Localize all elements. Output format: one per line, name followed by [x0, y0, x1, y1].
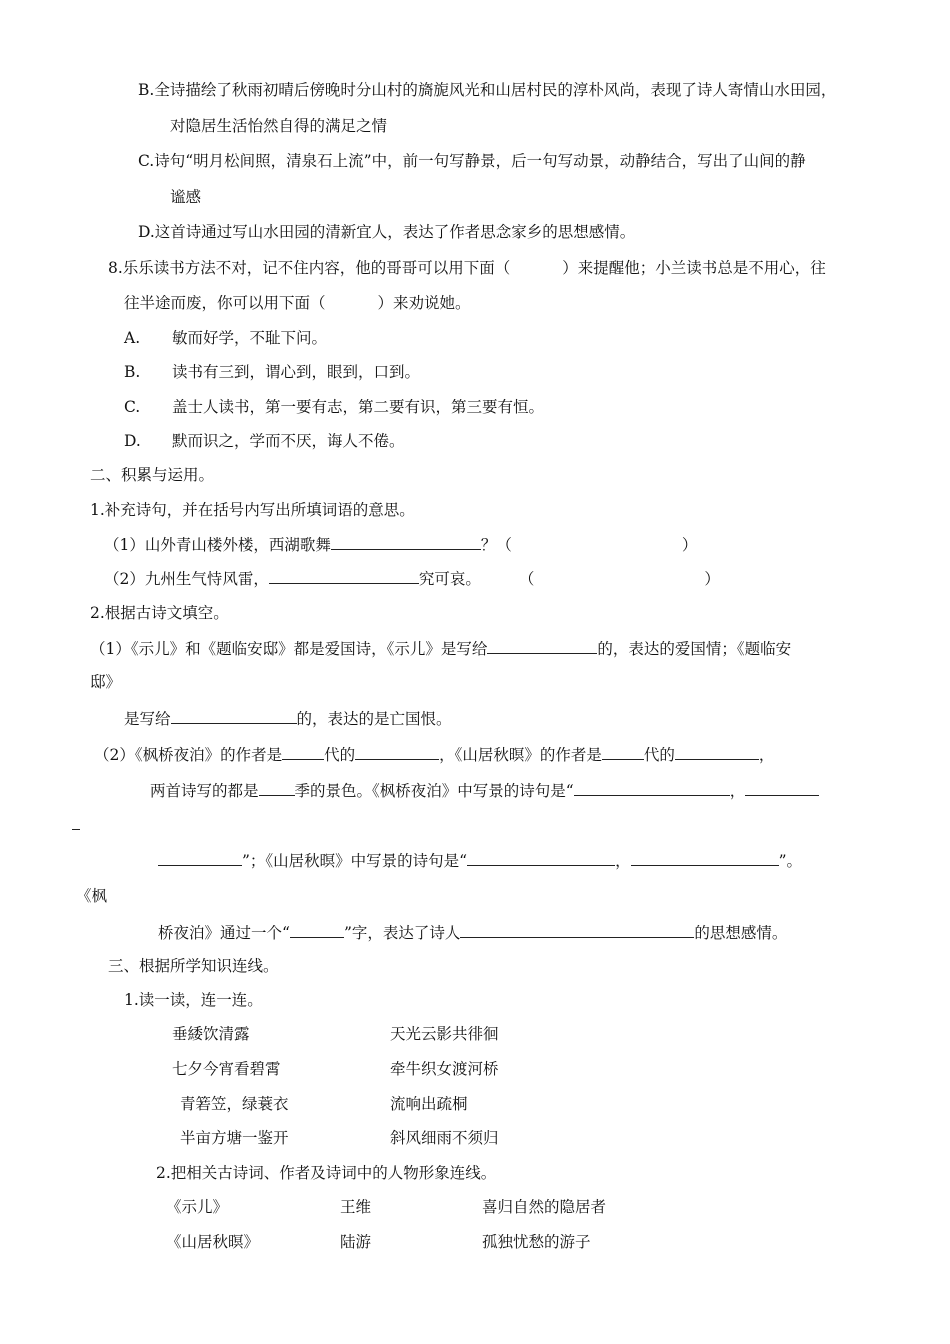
q8-stem-line1 [108, 258, 826, 278]
item2-text-2: 究可哀。 [418, 570, 481, 588]
q8-option: B. 读书有三到，谓心到，眼到，口到。 [124, 363, 421, 381]
poem-title[interactable]: 《山居秋暝》 [166, 1233, 260, 1251]
poem-figure[interactable]: 孤独忧愁的游子 [482, 1233, 591, 1251]
item1-text: （1）山外青山楼外楼，西湖歌舞 [104, 536, 331, 554]
q2-p2-comma: ， [758, 746, 775, 764]
q2-p1-text-3: 是写给 [124, 710, 171, 728]
q2-p2-text: （2）《枫桥夜泊》的作者是 [94, 746, 283, 764]
q2-p2-blank-dynasty-2[interactable] [602, 744, 644, 760]
match-left-item[interactable]: 七夕今宵看碧霄 [172, 1060, 281, 1078]
q2-p2-line5 [158, 922, 787, 943]
q2-p2-blank-author-2[interactable] [675, 744, 759, 760]
q2-p2-blank-word[interactable] [290, 922, 344, 938]
q2-p2-blank-verse-3[interactable] [467, 850, 615, 866]
q2-p2-text-3: ，《山居秋暝》的作者是 [439, 746, 602, 764]
q7-option-c-line1: C.诗句“明月松间照，清泉石上流”中，前一句写静景，后一句写动景，动静结合，写出了山间的静 [138, 152, 806, 170]
item2-fill-blank[interactable] [269, 568, 419, 584]
q8-stem-part1: 8.乐乐读书方法不对，记不住内容，他的哥哥可以用下面（ [108, 259, 511, 277]
match-left-item[interactable]: 青箬笠，绿蓑衣 [180, 1095, 289, 1113]
q8-stem-part4: ）来劝说她。 [377, 294, 471, 312]
q2-p2-blank-verse-4[interactable] [631, 850, 779, 866]
section2-q2-stem: 2.根据古诗文填空。 [90, 604, 229, 622]
q8-option: C. 盖士人读书，第一要有志，第二要有识，第三要有恒。 [124, 398, 545, 416]
section2-title: 二、积累与运用。 [90, 466, 215, 484]
q2-p1-line2: 邸》 [90, 673, 122, 691]
match-left-item[interactable]: 垂緌饮清露 [172, 1025, 250, 1043]
q2-p2-text-2: 代的 [324, 746, 356, 764]
q2-p1-blank-1[interactable] [487, 638, 597, 654]
match-right-item[interactable]: 流响出疏桐 [390, 1095, 468, 1113]
q2-p2-blank-verse-2a[interactable] [745, 780, 819, 796]
q2-p2-line2 [150, 780, 819, 801]
q2-p1-text-2: 的，表达的爱国情；《题临安 [597, 640, 792, 658]
q2-p2-comma-2: ， [729, 782, 746, 800]
item2-paren-open: （ [518, 570, 535, 588]
q8-stem-part3: 往半途而废，你可以用下面（ [124, 294, 326, 312]
section2-q1-stem: 1.补充诗句，并在括号内写出所填词语的意思。 [90, 501, 415, 519]
q2-p2-text-7: ”；《山居秋暝》中写景的诗句是“ [242, 852, 468, 870]
poem-author[interactable]: 王维 [340, 1198, 372, 1216]
q8-option: D. 默而识之，学而不厌，诲人不倦。 [124, 432, 405, 450]
q2-p1-line3 [124, 708, 452, 729]
q2-p2-line4: 《枫 [76, 887, 108, 905]
q2-p2-blank-author-1[interactable] [355, 744, 439, 760]
poem-figure[interactable]: 喜归自然的隐居者 [482, 1198, 607, 1216]
q2-p1-text: （1）《示儿》和《题临安邸》都是爱国诗，《示儿》是写给 [90, 640, 488, 658]
q2-p2-line1 [94, 744, 774, 765]
q2-p2-line-wrap [72, 814, 80, 835]
item2-text: （2）九州生气恃风雷， [104, 570, 269, 588]
match-left-item[interactable]: 半亩方塘一鉴开 [180, 1129, 289, 1147]
q2-p2-blank-verse-1[interactable] [574, 780, 730, 796]
q2-p1-text-4: 的，表达的是亡国恨。 [296, 710, 452, 728]
q7-option-b-line2: 对隐居生活怡然自得的满足之情 [170, 117, 388, 135]
item1-paren-close: ） [681, 536, 698, 554]
item1-fill-blank[interactable] [331, 534, 481, 550]
q8-stem-part2: ）来提醒他；小兰读书总是不用心，往 [562, 259, 826, 277]
q2-p1-blank-2[interactable] [171, 708, 297, 724]
section2-q1-item1 [104, 534, 697, 555]
q2-p2-text-5: 两首诗写的都是 [150, 782, 259, 800]
poem-author[interactable]: 陆游 [340, 1233, 372, 1251]
q7-option-b-line1: B.全诗描绘了秋雨初晴后傍晚时分山村的旖旎风光和山居村民的淳朴风尚，表现了诗人寄情山水田园， [138, 81, 837, 99]
section3-q2-stem: 2.把相关古诗词、作者及诗词中的人物形象连线。 [156, 1164, 497, 1182]
q2-p2-text-9: 桥夜泊》通过一个“ [158, 924, 290, 942]
q2-p2-blank-feeling[interactable] [460, 922, 694, 938]
q7-option-d: D.这首诗通过写山水田园的清新宜人，表达了作者思念家乡的思想感情。 [138, 223, 636, 241]
item2-paren-close: ） [704, 570, 720, 588]
q2-p2-blank-dynasty-1[interactable] [282, 744, 324, 760]
q7-option-c-line2: 谧感 [170, 188, 202, 206]
q2-p1-line1 [90, 638, 791, 659]
match-right-item[interactable]: 天光云影共徘徊 [390, 1025, 499, 1043]
q8-stem-line2 [124, 293, 471, 313]
section3-title: 三、根据所学知识连线。 [108, 957, 279, 975]
item1-text-2: ？（ [480, 536, 512, 554]
match-right-item[interactable]: 牵牛织女渡河桥 [390, 1060, 499, 1078]
q2-p2-text-8: ”。 [778, 852, 803, 870]
q2-p2-blank-verse-2c[interactable] [158, 850, 242, 866]
q2-p2-blank-season[interactable] [259, 780, 295, 796]
section2-q1-item2 [104, 568, 720, 589]
q8-option: A. 敏而好学，不耻下问。 [124, 329, 328, 347]
q2-p2-text-11: 的思想感情。 [694, 924, 788, 942]
q2-p2-text-4: 代的 [643, 746, 675, 764]
section3-q1-stem: 1.读一读，连一连。 [124, 991, 263, 1009]
q2-p2-comma-3: ， [615, 852, 631, 870]
q2-p2-text-6: 季的景色。《枫桥夜泊》中写景的诗句是“ [294, 782, 574, 800]
q2-p2-blank-verse-2b[interactable] [72, 814, 80, 830]
match-right-item[interactable]: 斜风细雨不须归 [390, 1129, 499, 1147]
q2-p2-text-10: ”字，表达了诗人 [343, 924, 461, 942]
q2-p2-line3 [158, 850, 802, 871]
poem-title[interactable]: 《示儿》 [166, 1198, 229, 1216]
